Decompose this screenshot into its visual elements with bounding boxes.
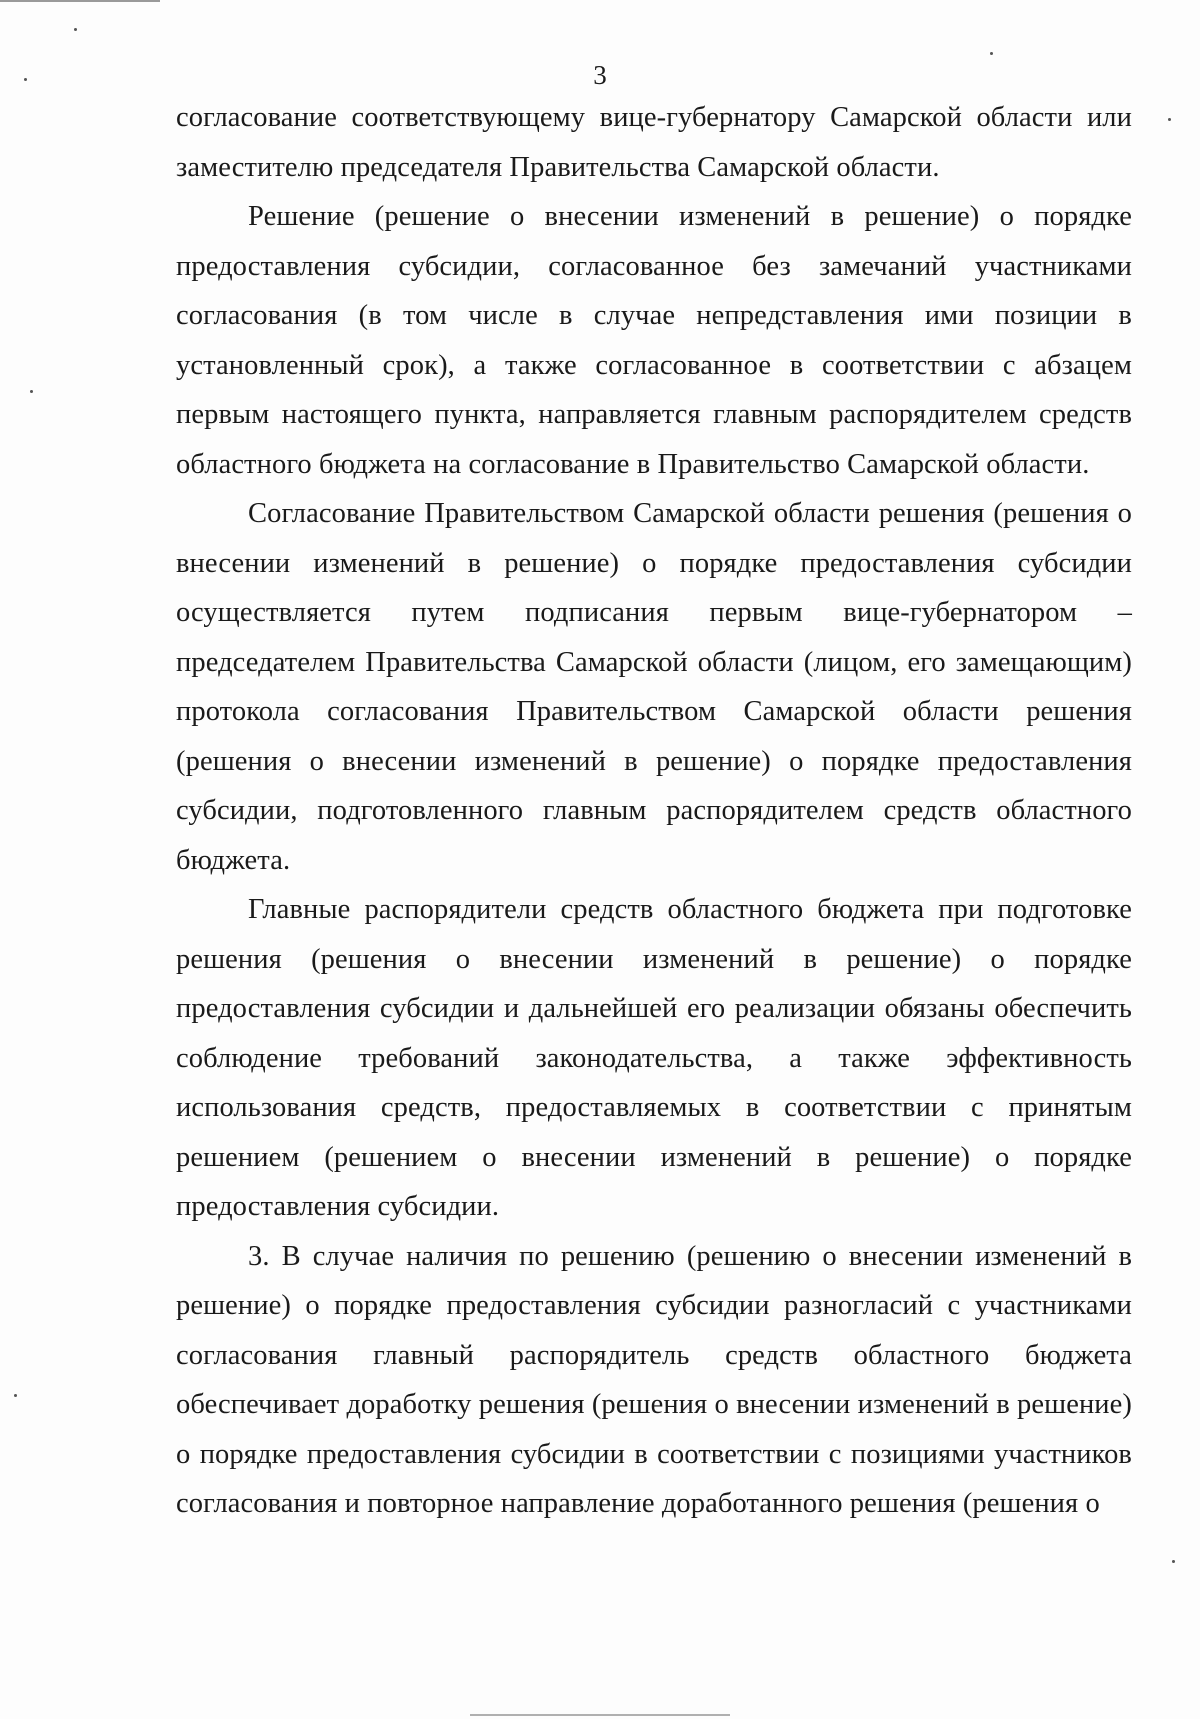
scan-speck	[1168, 118, 1171, 121]
scan-edge-line	[470, 1714, 730, 1716]
paragraph-decision-approval: Решение (решение о внесении изменений в решение) о порядке предоставления субсидии, согласованное без замечаний участниками согласования (в том числе в случае непредставления ими позиции в установленный срок), а также согласованное в соответствии с абзацем первым настоящего пункта, направляется главным распорядителем средств областного бюджета на согласование в Правительство Самарской области.	[176, 201, 1132, 480]
scan-speck	[24, 78, 27, 81]
paragraph-clause-3: 3. В случае наличия по решению (решению о внесении изменений в решение) о порядке предоставления субсидии разногласий с участниками согласования главный распорядитель средств областного бюджета обеспечивает доработку решения (решения о внесении изменений в решение) о порядке предоставления субсидии в соответствии с позициями участников согласования и повторное направление доработанного решения (решения о	[176, 1240, 1132, 1519]
scan-speck	[990, 52, 993, 55]
document-body	[176, 93, 1132, 1529]
scan-edge-line	[0, 0, 160, 2]
page-number: 3	[593, 60, 607, 90]
paragraph-continuation: согласование соответствующему вице-губернатору Самарской области или заместителю председателя Правительства Самарской области.	[176, 102, 1132, 183]
scan-speck	[14, 1394, 17, 1397]
scan-speck	[1172, 1560, 1175, 1563]
scan-speck	[30, 390, 33, 393]
scan-speck	[74, 28, 77, 31]
paragraph-government-approval: Согласование Правительством Самарской области решения (решения о внесении изменений в решение) о порядке предоставления субсидии осуществляется путем подписания первым вице-губернатором – председателем Правительства Самарской области (лицом, его замещающим) протокола согласования Правительством Самарской области решения (решения о внесении изменений в решение) о порядке предоставления субсидии, подготовленного главным распорядителем средств областного бюджета.	[176, 498, 1132, 876]
paragraph-budget-managers: Главные распорядители средств областного бюджета при подготовке решения (решения о внесении изменений в решение) о порядке предоставления субсидии и дальнейшей его реализации обязаны обеспечить соблюдение требований законодательства, а также эффективность использования средств, предоставляемых в соответствии с принятым решением (решением о внесении изменений в решение) о порядке предоставления субсидии.	[176, 894, 1132, 1222]
